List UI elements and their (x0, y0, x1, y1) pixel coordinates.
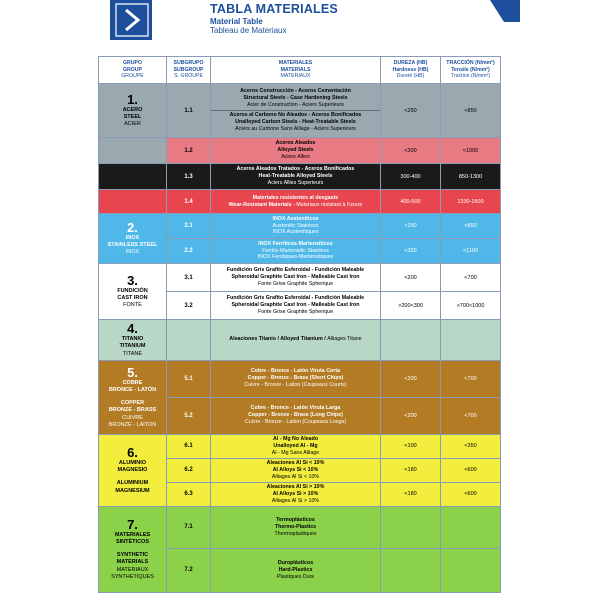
group-cell-steel-cont (99, 164, 167, 190)
tensile-value: <700 (441, 360, 501, 397)
tensile-value: >700<1000 (441, 292, 501, 320)
tensile-value-empty (441, 548, 501, 592)
table-row (99, 214, 501, 239)
tensile-value: <700 (441, 397, 501, 434)
hardness-value: <250 (381, 84, 441, 138)
tensile-value: <600 (441, 482, 501, 506)
tensile-value: <1100 (441, 239, 501, 264)
subgroup-cell: 3.2 (167, 292, 211, 320)
tensile-value-empty (441, 506, 501, 548)
hardness-value: 400-500 (381, 190, 441, 214)
hardness-value: 300-400 (381, 164, 441, 190)
material-cell: Materiales resistentes al desgaste Wear-Resistant Materials - Materiaux résistant à l'usure (211, 190, 381, 214)
materials-table (98, 56, 501, 593)
material-cell: Aceros Aleados Tratados - Aceros Bonificados Heat-Treatable Alloyed Steels Aciers Allies Superieurs (211, 164, 381, 190)
hardness-value: <200 (381, 264, 441, 292)
hardness-value-empty (381, 506, 441, 548)
material-cell: Fundición Gris Grafito Esferoidal - Fundición Maleable Spheroidal Graphite Cast Iron - Malleable Cast Iron Fonte Grise Graphite Spherique (211, 292, 381, 320)
tensile-value: <350 (441, 434, 501, 458)
subgroup-cell-empty (167, 320, 211, 361)
subgroup-cell: 1.2 (167, 138, 211, 164)
subgroup-cell: 1.3 (167, 164, 211, 190)
table-row (99, 164, 501, 190)
subgroup-cell: 7.2 (167, 548, 211, 592)
title-block (210, 2, 338, 35)
header-tensile: TRACCIÓN (N/mm²) Tensile (N/mm²) Traction (N/mm²) (441, 57, 501, 84)
hardness-value: <180 (381, 458, 441, 482)
table-row (99, 138, 501, 164)
subgroup-cell: 5.1 (167, 360, 211, 397)
header-materials: MATERIALES MATERIALS MATERIAUX (211, 57, 381, 84)
hardness-value: <250 (381, 214, 441, 239)
arrow-chevron-logo-icon (110, 0, 152, 40)
header-group: GRUPO GROUP GROUPE (99, 57, 167, 84)
material-cell: Aleaciones Titanio / Alloyed Titanium / Alliages Titane (211, 320, 381, 361)
material-cell: Aleaciones Al Si < 10% Al Alloys Si < 10% Alliages Al Si < 10% (211, 458, 381, 482)
hardness-value: >200<300 (381, 292, 441, 320)
subgroup-cell: 3.1 (167, 264, 211, 292)
group-cell-cast-iron: 3. FUNDICIÓN CAST IRON FONTE (99, 264, 167, 320)
tensile-value: <1000 (441, 138, 501, 164)
page-title: TABLA MATERIALES (210, 2, 338, 16)
group-cell-steel-cont (99, 138, 167, 164)
hardness-value-empty (381, 320, 441, 361)
corner-tab-icon (490, 0, 520, 22)
subgroup-cell: 7.1 (167, 506, 211, 548)
subgroup-cell: 1.4 (167, 190, 211, 214)
table-row (99, 84, 501, 138)
subgroup-cell: 2.2 (167, 239, 211, 264)
hardness-value: <320 (381, 239, 441, 264)
table-row (99, 264, 501, 292)
tensile-value: <850 (441, 214, 501, 239)
hardness-value: <100 (381, 434, 441, 458)
table-row (99, 360, 501, 397)
material-cell: Aleaciones Al Si > 10% Al Alloys Si > 10% Alliages Al Si > 10% (211, 482, 381, 506)
material-cell: Duroplásticos Hard-Plastics Plastiques Durs (211, 548, 381, 592)
material-cell: Aceros Aleados Alloyed Steels Aciers Allies (211, 138, 381, 164)
hardness-value-empty (381, 548, 441, 592)
material-cell: Termoplásticos Thermo-Plastics Thermoplastiques (211, 506, 381, 548)
subgroup-cell: 1.1 (167, 84, 211, 138)
material-cell: Fundición Gris Grafito Esferoidal - Fundición Maleable Spheroidal Graphite Cast Iron - Malleable Cast Iron Fonte Grise Graphite Spherique (211, 264, 381, 292)
table-row (99, 320, 501, 361)
tensile-value: <700 (441, 264, 501, 292)
hardness-value: <200 (381, 397, 441, 434)
material-cell: INOX Austeníticos Austenitic Stainless INOX Austenitiques (211, 214, 381, 239)
material-cell: INOX Ferríticos-Martensíticos Ferritic-Martensitic Stainless INOX Ferritiques-Martensitiques (211, 239, 381, 264)
table-row (99, 434, 501, 458)
subgroup-cell: 6.2 (167, 458, 211, 482)
group-cell-steel: 1. ACERO STEEL ACIER (99, 84, 167, 138)
page-subtitle-fr: Tableau de Materiaux (210, 26, 287, 35)
tensile-value: <850 (441, 84, 501, 138)
material-cell: Al - Mg No Aleado Unalloyed Al - Mg Al - Mg Sans Alliage (211, 434, 381, 458)
subgroup-cell: 6.1 (167, 434, 211, 458)
page-header (0, 0, 600, 52)
hardness-value: <180 (381, 482, 441, 506)
group-cell-synthetic: 7. MATERIALES SINTÉTICOS SYNTHETIC MATERIALS MATERIAUX SYNTHETIQUES (99, 506, 167, 592)
group-cell-copper: 5. COBRE BRONCE - LATÓN COPPER BRONZE - BRASS CUIVRE BRONZE - LAITON (99, 360, 167, 434)
group-cell-steel-cont (99, 190, 167, 214)
subgroup-cell: 6.3 (167, 482, 211, 506)
header-hardness: DUREZA (HB) Hardness (HB) Dureté (HB) (381, 57, 441, 84)
material-cell: Cobre - Bronce - Latón Viruta Corta Copper - Bronze - Brass (Short Chips) Cuivre - Bronze - Laiton (Coupeaux Courts) (211, 360, 381, 397)
subgroup-cell: 5.2 (167, 397, 211, 434)
header-subgroup: SUBGRUPO SUBGROUP S. GROUPE (167, 57, 211, 84)
subgroup-cell: 2.1 (167, 214, 211, 239)
group-cell-stainless: 2. INOX STAINLESS STEEL INOX (99, 214, 167, 264)
hardness-value: <300 (381, 138, 441, 164)
material-cell: Cobre - Bronce - Latón Viruta Larga Copper - Bronze - Brass (Long Chips) Cuivre - Bronze - Laiton (Coupeaux Longs) (211, 397, 381, 434)
hardness-value: <200 (381, 360, 441, 397)
tensile-value: 850-1300 (441, 164, 501, 190)
page-subtitle-en: Material Table (210, 17, 263, 26)
tensile-value: 1330-1600 (441, 190, 501, 214)
table-row (99, 190, 501, 214)
group-cell-titanium: 4. TITANIO TITANIUM TITANE (99, 320, 167, 361)
table-header-row (99, 57, 501, 84)
table-row (99, 506, 501, 548)
group-cell-aluminium: 6. ALUMINIO MAGNESIO ALUMINIUM MAGNESIUM (99, 434, 167, 506)
tensile-value-empty (441, 320, 501, 361)
material-cell: Aceros Construcción - Aceros Cementación Structural Steels - Case Hardening Steels Acier de Construction - Aciers Superieurs Aceros al Carbono No Aleados - Aceros Bonificados Unalloyed Carbon Steels - Heat-Treatable Steels Aciers au Carbone Sans Alliage - Aciers Superieurs (211, 84, 381, 138)
tensile-value: <600 (441, 458, 501, 482)
